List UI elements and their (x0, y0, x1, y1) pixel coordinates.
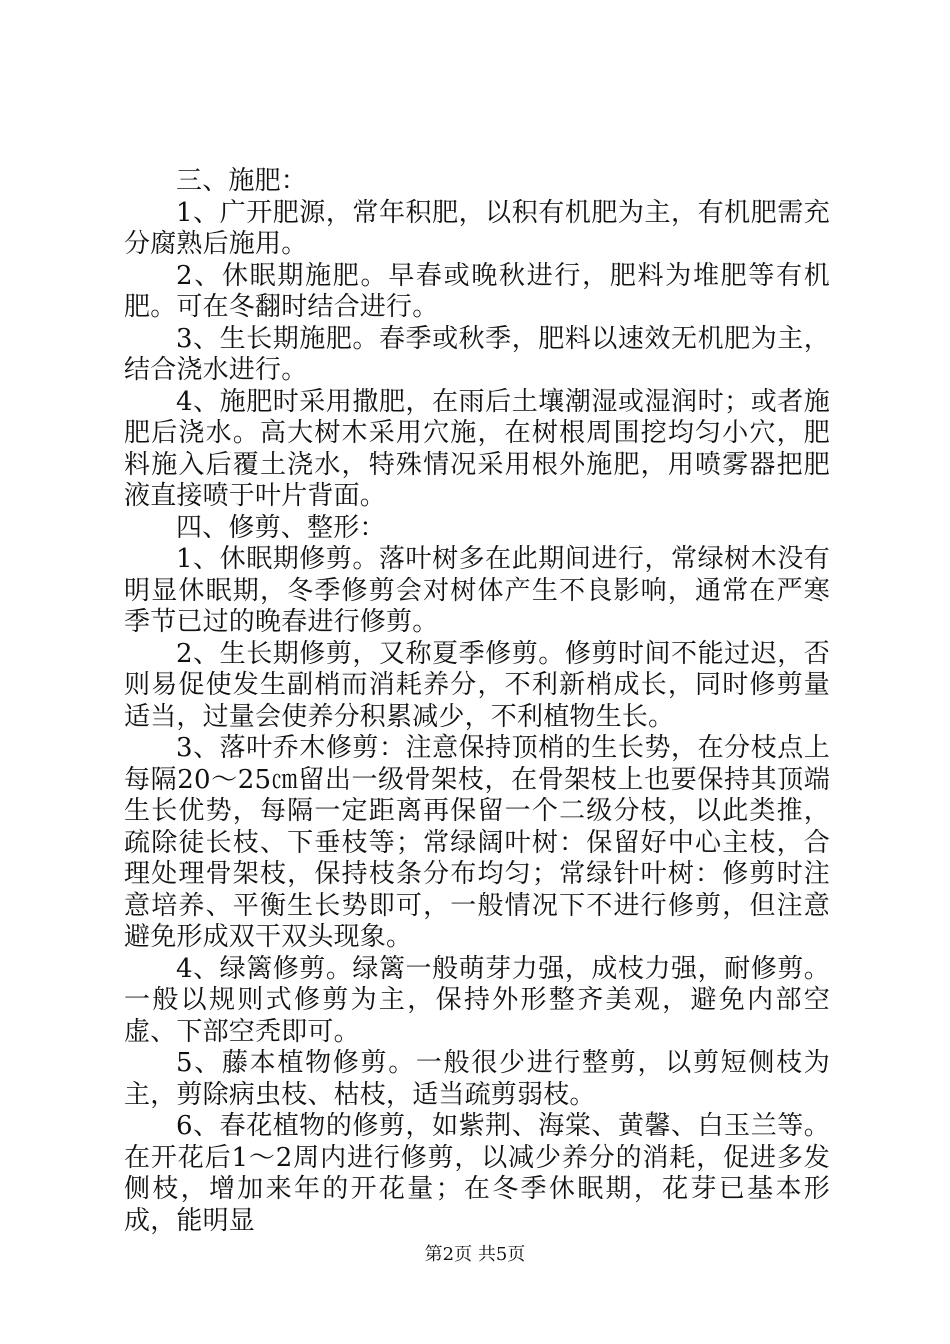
section-heading-fertilizing: 三、施肥： (176, 166, 308, 196)
paragraph: 4、绿篱修剪。绿篱一般萌芽力强，成枝力强，耐修剪。一般以规则式修剪为主，保持外形整齐美观，避免内部空虚、下部空秃即可。 (124, 953, 830, 1047)
paragraph: 3、生长期施肥。春季或秋季，肥料以速效无机肥为主，结合浇水进行。 (124, 323, 830, 385)
paragraph: 4、施肥时采用撒肥，在雨后土壤潮湿或湿润时；或者施肥后浇水。高大树木采用穴施，在树根周围挖均匀小穴，肥料施入后覆土浇水，特殊情况采用根外施肥，用喷雾器把肥液直接喷于叶片背面。 (124, 386, 830, 511)
paragraph: 5、藤本植物修剪。一般很少进行整剪，以剪短侧枝为主，剪除病虫枝、枯枝，适当疏剪弱枝。 (124, 1048, 830, 1110)
paragraph: 2、休眠期施肥。早春或晚秋进行，肥料为堆肥等有机肥。可在冬翻时结合进行。 (124, 260, 830, 322)
paragraph: 2、生长期修剪，又称夏季修剪。修剪时间不能过迟，否则易促使发生副梢而消耗养分，不利新梢成长，同时修剪量适当，过量会使养分积累减少，不利植物生长。 (124, 638, 830, 732)
paragraph: 1、休眠期修剪。落叶树多在此期间进行，常绿树木没有明显休眠期，冬季修剪会对树体产生不良影响，通常在严寒季节已过的晚春进行修剪。 (124, 544, 830, 637)
paragraph: 6、春花植物的修剪，如紫荆、海棠、黄馨、白玉兰等。在开花后1～2周内进行修剪，以减少养分的消耗，促进多发侧枝，增加来年的开花量；在冬季休眠期，花芽已基本形成，能明显 (124, 1111, 830, 1236)
paragraph: 1、广开肥源，常年积肥，以积有机肥为主，有机肥需充分腐熟后施用。 (124, 197, 830, 259)
section-heading-pruning: 四、修剪、整形： (176, 512, 386, 543)
page-footer: 第2页 共5页 (424, 1244, 526, 1265)
paragraph: 3、落叶乔木修剪：注意保持顶梢的生长势，在分枝点上每隔20～25㎝留出一级骨架枝，在骨架枝上也要保持其顶端生长优势，每隔一定距离再保留一个二级分枝，以此类推，疏除徒长枝、下垂枝等；常绿阔叶树：保留好中心主枝，合理处理骨架枝，保持枝条分布均匀；常绿针叶树：修剪时注意培养、平衡生长势即可，一般情况下不进行修剪，但注意避免形成双干双头现象。 (124, 733, 830, 952)
document-body (124, 166, 830, 1237)
